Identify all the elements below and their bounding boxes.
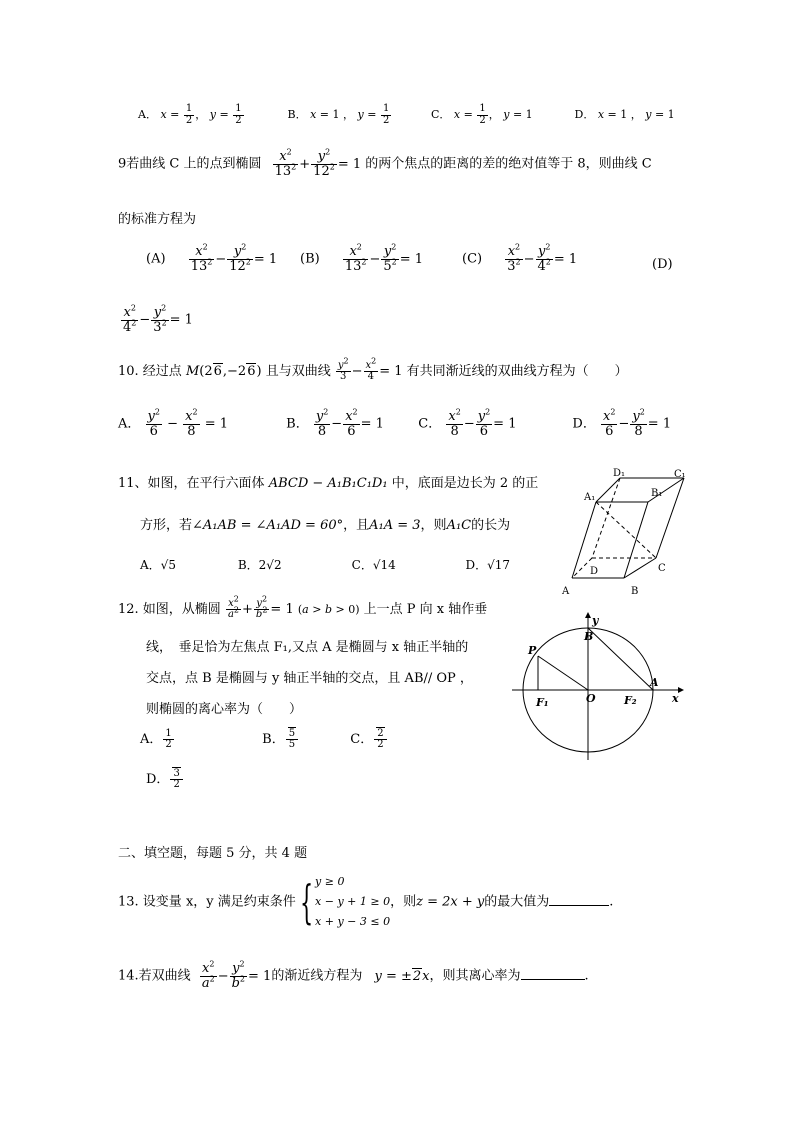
q11-label-d1: D₁ bbox=[613, 468, 626, 479]
q12-options-row1 bbox=[140, 728, 388, 751]
q8-option-a: A． x = $\frac{1}{2}$ ， y = $\frac{1}{2}$ bbox=[138, 103, 242, 126]
q11-solid: ABCD − A₁B₁C₁D₁ bbox=[268, 476, 388, 491]
q14-stem: 14.若双曲线 $\frac{x^2}{a^2}$ − $\frac{y^2}{b^2}$ = 1的渐近线方程为 y = ±2x，则其离心率为 . bbox=[118, 959, 589, 991]
q10-option-d: D． $\frac{x^2}{6}$ − $\frac{y^2}{8}$ = 1 bbox=[572, 407, 672, 439]
q8-option-d: D． x = 1 ， y = 1 bbox=[574, 108, 675, 121]
q11-label-b1: B₁ bbox=[651, 488, 663, 499]
q8-option-c: C． x = $\frac{1}{2}$ ， y = 1 bbox=[431, 103, 533, 126]
q12-option-d: D． $\frac{3}{2}$ bbox=[146, 768, 184, 791]
q9-option-d-label: (D) bbox=[652, 257, 673, 272]
q12-option-c: C． $\frac{2}{2}$ bbox=[350, 728, 387, 751]
q13-stem: 13. 设变量 x，y 满足约束条件{ y ≥ 0 x − y + 1 ≥ 0 x + y − 3 ≤ 0 ，则z = 2x + y的最大值为 . bbox=[118, 872, 613, 932]
q10-option-c: C． $\frac{x^2}{8}$ − $\frac{y^2}{6}$ = 1 bbox=[418, 407, 517, 439]
q10-option-a: A． $\frac{y^2}{6}$ − $\frac{x^2}{8}$ = 1 bbox=[118, 407, 229, 439]
q10-options bbox=[118, 407, 672, 439]
q12-label-p: P bbox=[528, 644, 537, 657]
q9-line1: 9若曲线 C 上的点到椭圆 $\frac{x^2}{13^2}$ + $\frac{y^2}{12^2}$ = 1 的两个焦点的距离的差的绝对值等于 8，则曲线 C bbox=[118, 147, 652, 179]
q12-line1: 12. 如图，从椭圆 $\frac{x^2}{a^2}$ + $\frac{y^2}{b^2}$ = 1 (a > b > 0) 上一点 P 向 x 轴作垂 bbox=[118, 594, 488, 620]
q10-point: M bbox=[185, 364, 200, 379]
q12-option-a: A． $\frac{1}{2}$ bbox=[140, 727, 172, 750]
q12-line2: 线， 垂足恰为左焦点 F₁,又点 A 是椭圆与 x 轴正半轴的 bbox=[146, 640, 469, 655]
q11-label-d: D bbox=[590, 566, 599, 577]
q13-answer-blank[interactable] bbox=[549, 893, 609, 906]
section2-title: 二、填空题，每题 5 分，共 4 题 bbox=[118, 846, 308, 861]
q12-label-f2: F₂ bbox=[624, 694, 637, 707]
q10-hyperbola: $\frac{y^2}{3}$ − $\frac{x^2}{4}$ = 1 bbox=[337, 356, 403, 382]
q10-stem: 10. 经过点 M(26,−26) 且与双曲线 $\frac{y^2}{3}$ − $\frac{x^2}{4}$ = 1 有共同渐近线的双曲线方程为（ ） bbox=[118, 356, 628, 382]
q12-line3: 交点，点 B 是椭圆与 y 轴正半轴的交点，且 AB// OP ， bbox=[146, 671, 473, 686]
q11-angles: ∠A₁AB = ∠A₁AD = 60° bbox=[192, 518, 344, 533]
q13-constraints: y ≥ 0 x − y + 1 ≥ 0 x + y − 3 ≤ 0 bbox=[315, 875, 391, 928]
q14-asymptote: y = ±2x bbox=[374, 968, 430, 984]
q11-label-a1: A₁ bbox=[584, 492, 596, 503]
q13-objective: z = 2x + y bbox=[416, 894, 485, 910]
q12-option-b: B． $\frac{5}{5}$ bbox=[262, 728, 346, 751]
q8-options bbox=[138, 104, 675, 126]
q11-line1: 11、如图，在平行六面体 ABCD − A₁B₁C₁D₁ 中，底面是边长为 2 的正 bbox=[118, 476, 539, 491]
q14-answer-blank[interactable] bbox=[521, 967, 585, 980]
q9-option-c: (C) $\frac{x^2}{3^2}$ − $\frac{y^2}{4^2}$ = 1 bbox=[462, 242, 578, 274]
q10-option-b: B． $\frac{y^2}{8}$ − $\frac{x^2}{6}$ = 1 bbox=[286, 407, 384, 439]
q12-label-f1: F₁ bbox=[536, 696, 549, 709]
q11-target: A₁C bbox=[446, 518, 472, 533]
q11-parallelepiped-figure bbox=[556, 466, 692, 600]
q12-label-a: A bbox=[650, 676, 659, 689]
q11-label-c: C bbox=[658, 563, 666, 574]
q11-options bbox=[140, 556, 510, 573]
q9-option-d: $\frac{x^2}{4^2}$ − $\frac{y^2}{3^2}$ = 1 bbox=[123, 303, 193, 335]
q13-brace: { bbox=[299, 875, 313, 929]
q12-label-y: y bbox=[592, 614, 599, 627]
q11-option-d: D．√17 bbox=[465, 558, 511, 572]
q9-ellipse: $\frac{x^2}{13^2}$ + $\frac{y^2}{12^2}$ = 1 bbox=[274, 147, 366, 179]
q11-option-c: C．√14 bbox=[351, 558, 396, 572]
q8-option-b: B． x = 1 ， y = $\frac{1}{2}$ bbox=[287, 103, 390, 126]
q11-line2: 方形，若∠A₁AB = ∠A₁AD = 60°，且A₁A = 3，则A₁C的长为 bbox=[140, 518, 511, 533]
q11-label-a: A bbox=[562, 586, 570, 597]
q14-hyperbola: $\frac{x^2}{a^2}$ − $\frac{y^2}{b^2}$ = 1 bbox=[201, 959, 272, 991]
q11-option-a: A．√5 bbox=[140, 558, 176, 572]
q12-ellipse: $\frac{x^2}{a^2}$ + $\frac{y^2}{b^2}$ = 1 (a > b > 0) bbox=[227, 594, 360, 620]
q11-label-c1: C₁ bbox=[674, 469, 686, 480]
q11-edge: A₁A = 3 bbox=[369, 518, 421, 533]
q11-option-b: B．2√2 bbox=[237, 558, 282, 572]
q9-line2: 的标准方程为 bbox=[118, 212, 197, 227]
q9-option-b: (B) $\frac{x^2}{13^2}$ − $\frac{y^2}{5^2}$ = 1 bbox=[300, 242, 424, 274]
q12-line4: 则椭圆的离心率为（ ） bbox=[146, 702, 303, 717]
q12-ellipse-figure bbox=[508, 612, 688, 764]
q12-label-b: B bbox=[584, 630, 594, 643]
q11-label-b: B bbox=[631, 586, 639, 597]
q12-label-x: x bbox=[672, 692, 679, 705]
q9-option-a: (A) $\frac{x^2}{13^2}$ − $\frac{y^2}{12^2}$ = 1 bbox=[146, 242, 278, 274]
q12-label-o: O bbox=[586, 692, 596, 705]
